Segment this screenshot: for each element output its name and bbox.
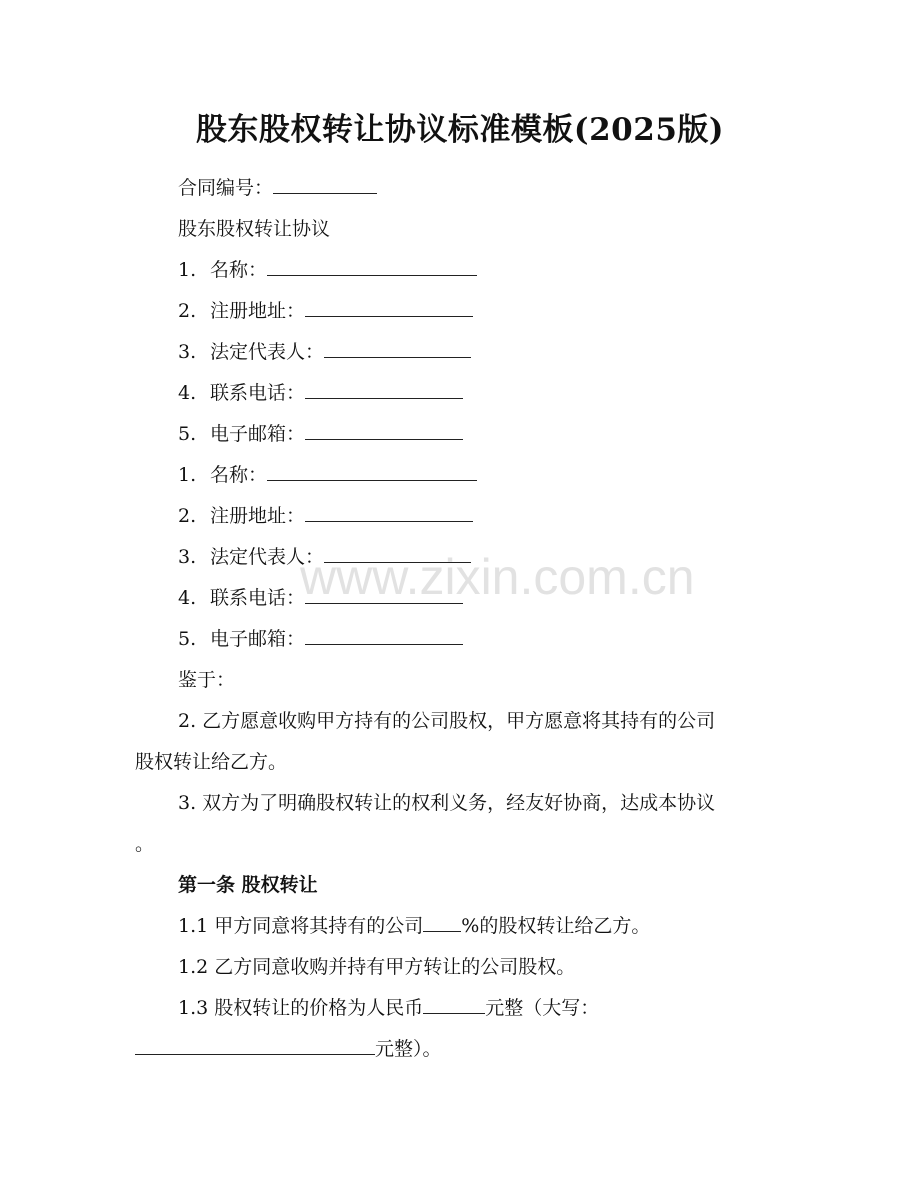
clause-1-3-line-2: 元整）。	[0, 1036, 920, 1062]
share-percent-blank	[423, 913, 461, 932]
watermark-text: www.zixin.com.cn	[300, 549, 695, 605]
party-a-phone-blank	[305, 380, 463, 399]
party-b-field-name: 1. 名称：	[0, 462, 920, 488]
party-a-field-name: 1. 名称：	[0, 257, 920, 283]
party-a-field-address: 2. 注册地址：	[0, 298, 920, 324]
party-b-phone-blank	[305, 585, 463, 604]
price-uppercase-blank	[135, 1036, 375, 1055]
party-a-representative-blank	[324, 339, 471, 358]
document-title: 股东股权转让协议标准模板(2025版)	[195, 112, 725, 148]
agreement-heading: 股东股权转让协议	[178, 218, 331, 240]
party-b-field-representative: 3. 法定代表人：	[0, 544, 920, 570]
whereas-label: 鉴于：	[178, 669, 236, 691]
party-a-field-phone: 4. 联系电话：	[0, 380, 920, 406]
article-1-heading: 第一条 股权转让	[178, 874, 318, 896]
clause-1-1: 1.1 甲方同意将其持有的公司 %的股权转让给乙方。	[178, 915, 651, 937]
contract-number-line	[0, 175, 920, 201]
price-amount-blank	[423, 995, 485, 1014]
clause-1-3: 1.3 股权转让的价格为人民币 元整（大写：	[178, 997, 600, 1019]
party-b-field-phone: 4. 联系电话：	[0, 585, 920, 611]
recital-3-line-1: 3. 双方为了明确股权转让的权利义务，经友好协商，达成本协议	[178, 792, 716, 814]
party-a-address-blank	[305, 298, 473, 317]
party-b-field-email: 5. 电子邮箱：	[0, 626, 920, 652]
party-b-representative-blank	[324, 544, 471, 563]
party-b-name-blank	[267, 462, 477, 481]
party-b-field-address: 2. 注册地址：	[0, 503, 920, 529]
contract-number-blank	[273, 175, 377, 194]
contract-number-label: 合同编号：	[178, 177, 274, 199]
party-a-email-blank	[305, 421, 463, 440]
party-a-field-representative: 3. 法定代表人：	[0, 339, 920, 365]
clause-1-2: 1.2 乙方同意收购并持有甲方转让的公司股权。	[178, 956, 576, 978]
recital-2-line-2: 股权转让给乙方。	[135, 751, 288, 773]
recital-3-line-2: 。	[135, 833, 155, 855]
party-b-address-blank	[305, 503, 473, 522]
party-a-field-email: 5. 电子邮箱：	[0, 421, 920, 447]
recital-2-line-1: 2. 乙方愿意收购甲方持有的公司股权，甲方愿意将其持有的公司	[178, 710, 716, 732]
party-a-name-blank	[267, 257, 477, 276]
party-b-email-blank	[305, 626, 463, 645]
